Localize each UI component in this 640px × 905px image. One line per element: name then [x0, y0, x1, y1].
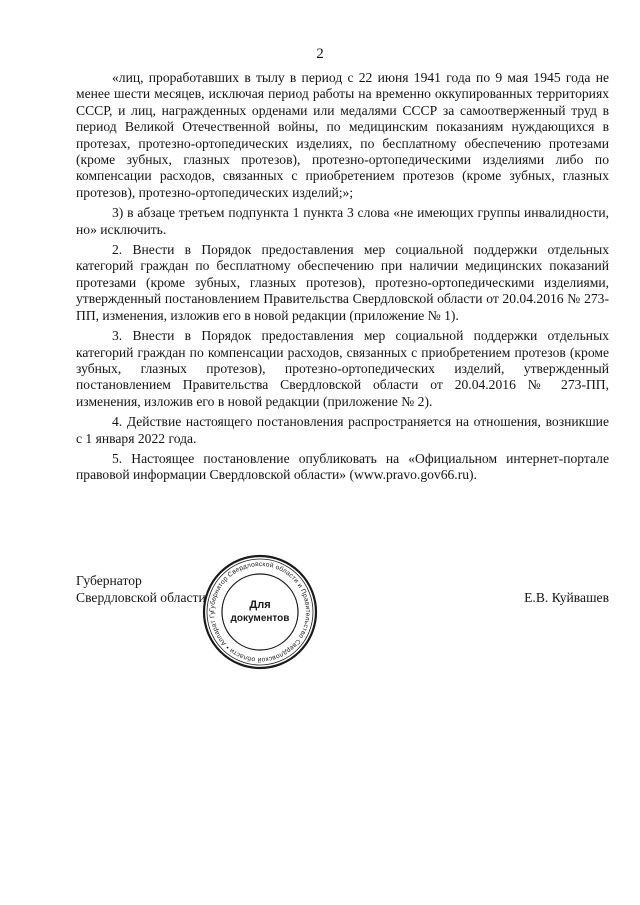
paragraph-point-2: 2. Внести в Порядок предоставления мер социальной поддержки отдельных категорий граждан по бесплатному обеспечению при наличии медицинских показаний протезами (кроме зубных, глазных протезов), протезно-ортопедическими изделиями, утвержденный постановлением Правительства Свердловской области от 20.04.2016 № 273-ПП, изменения, изложив его в новой редакции (приложение № 1).	[76, 242, 609, 323]
paragraph-quoted-amendment: «лиц, проработавших в тылу в период с 22 июня 1941 года по 9 мая 1945 года не менее шести месяцев, исключая период работы на временно оккупированных территориях СССР, и лиц, награжденных орденами или медалями СССР за самоотверженный труд в период Великой Отечественной войны, по медицинским показаниям нуждающихся в протезах, протезно-ортопедических изделиях, по бесплатному обеспечению протезами (кроме зубных, глазных протезов), протезно-ортопедическими изделиями либо по компенсации расходов, связанных с приобретением протезов (кроме зубных, глазных протезов), протезно-ортопедических изделий;»;	[76, 70, 609, 200]
document-body	[76, 70, 609, 488]
stamp-center-line1: Для	[249, 599, 271, 611]
signatory-name: Е.В. Куйвашев	[524, 590, 609, 605]
stamp-seal-graphic	[200, 553, 320, 671]
signature-block	[76, 572, 609, 606]
stamp-center-line2: документов	[230, 613, 290, 624]
page-number: 2	[316, 46, 324, 62]
signatory-position-line1: Губернатор	[76, 573, 142, 588]
paragraph-point-4: 4. Действие настоящего постановления распространяется на отношения, возникшие с 1 января 2022 года.	[76, 414, 609, 446]
signatory-position-line2: Свердловской области	[76, 590, 206, 605]
official-stamp	[200, 553, 320, 671]
paragraph-subpoint-3: 3) в абзаце третьем подпункта 1 пункта 3 слова «не имеющих группы инвалидности, но» исключить.	[76, 205, 609, 237]
paragraph-point-5: 5. Настоящее постановление опубликовать на «Официальном интернет-портале правовой информации Свердловской области» (www.pravo.gov66.ru).	[76, 450, 609, 483]
stamp-ring-text: Губернатор Свердловской области и Правительство Свердловской области • Аппарат Гу	[208, 560, 312, 664]
paragraph-point-3: 3. Внести в Порядок предоставления мер социальной поддержки отдельных категорий граждан по компенсации расходов, связанных с приобретением протезов (кроме зубных, глазных протезов), протезно-ортопедических изделий, утвержденный постановлением Правительства Свердловской области от 20.04.2016 № 273-ПП, изменения, изложив его в новой редакции (приложение № 2).	[76, 328, 609, 409]
